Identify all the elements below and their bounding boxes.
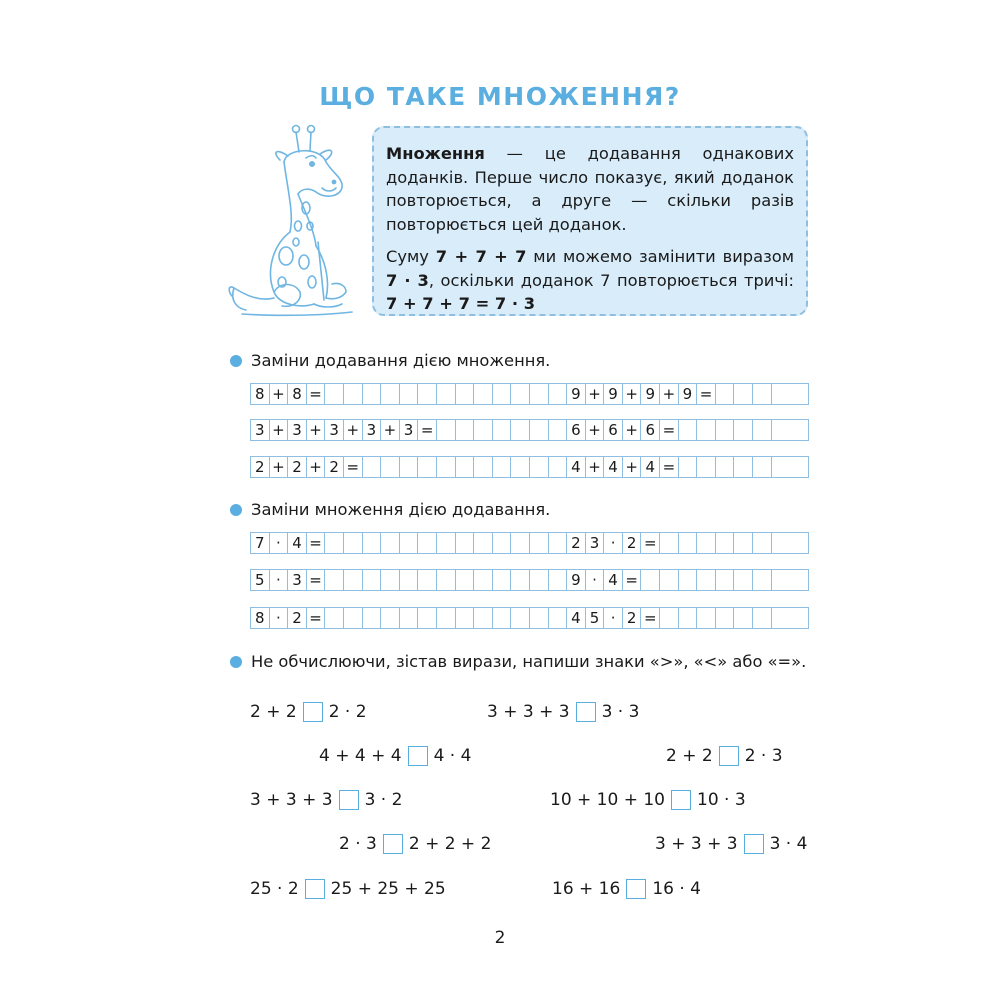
compare-right: 10 · 3	[697, 790, 746, 810]
answer-cell[interactable]	[381, 608, 400, 628]
answer-cell[interactable]	[530, 384, 549, 404]
answer-cell[interactable]	[400, 608, 419, 628]
answer-cell[interactable]	[511, 384, 530, 404]
answer-cell[interactable]	[363, 533, 382, 553]
answer-cell[interactable]	[493, 570, 512, 590]
answer-cell[interactable]	[437, 533, 456, 553]
answer-cell[interactable]	[772, 457, 791, 477]
instruction-3: Не обчислюючи, зістав вирази, напиши знаки «>», «<» або «=».	[251, 652, 807, 671]
exercise-row[interactable]	[250, 532, 809, 554]
compare-right: 2 + 2 + 2	[408, 834, 492, 854]
answer-cell[interactable]	[734, 384, 753, 404]
compare-left: 3 + 3 + 3	[250, 790, 333, 810]
answer-cell[interactable]	[381, 457, 400, 477]
answer-cell[interactable]	[344, 533, 363, 553]
answer-cell[interactable]	[493, 420, 512, 440]
answer-cell[interactable]	[530, 608, 549, 628]
expression-cell: ·	[604, 533, 623, 553]
answer-cell[interactable]	[530, 420, 549, 440]
expression-cell: =	[641, 533, 660, 553]
compare-item	[339, 833, 491, 855]
compare-answer-box[interactable]	[408, 746, 428, 766]
expression-cell: 2	[325, 457, 344, 477]
expression-cell: =	[307, 608, 326, 628]
compare-answer-box[interactable]	[339, 790, 359, 810]
answer-cell[interactable]	[511, 420, 530, 440]
expression-cell: 2	[567, 533, 586, 553]
expression-cell: 4	[567, 608, 586, 628]
answer-cell[interactable]	[679, 457, 698, 477]
answer-cell[interactable]	[400, 384, 419, 404]
expression-cell: +	[270, 420, 289, 440]
compare-right: 3 · 3	[601, 702, 640, 722]
compare-item	[655, 833, 807, 855]
instruction-2: Заміни множення дією додавання.	[251, 500, 551, 519]
answer-cell[interactable]	[418, 384, 437, 404]
answer-cell[interactable]	[493, 608, 512, 628]
expression-cell: 9	[641, 384, 660, 404]
example-product: 7 · 3	[386, 270, 429, 290]
answer-cell[interactable]	[530, 570, 549, 590]
compare-right: 25 + 25 + 25	[330, 879, 446, 899]
answer-cell[interactable]	[418, 533, 437, 553]
compare-item	[550, 789, 746, 811]
answer-cell[interactable]	[716, 384, 735, 404]
answer-cell[interactable]	[549, 608, 568, 628]
expression-cell: +	[586, 420, 605, 440]
expression-cell: 3	[325, 420, 344, 440]
page-title: ЩО ТАКЕ МНОЖЕННЯ?	[319, 82, 681, 111]
expression-cell: ·	[586, 570, 605, 590]
compare-item	[487, 701, 639, 723]
answer-cell[interactable]	[753, 608, 772, 628]
answer-cell[interactable]	[456, 457, 475, 477]
definition-paragraph	[386, 142, 794, 236]
answer-cell[interactable]	[697, 533, 716, 553]
answer-cell[interactable]	[456, 608, 475, 628]
answer-cell[interactable]	[753, 533, 772, 553]
answer-cell[interactable]	[325, 608, 344, 628]
answer-cell[interactable]	[734, 457, 753, 477]
compare-answer-box[interactable]	[303, 702, 323, 722]
expression-cell: 4	[604, 457, 623, 477]
expression-cell: 6	[604, 420, 623, 440]
answer-cell[interactable]	[734, 420, 753, 440]
compare-answer-box[interactable]	[671, 790, 691, 810]
answer-cell[interactable]	[493, 457, 512, 477]
answer-cell[interactable]	[697, 608, 716, 628]
answer-cell[interactable]	[437, 608, 456, 628]
expression-cell: 3	[288, 570, 307, 590]
compare-left: 16 + 16	[552, 879, 621, 899]
expression-cell: 5	[586, 608, 605, 628]
answer-cell[interactable]	[734, 608, 753, 628]
expression-cell: +	[623, 457, 642, 477]
expression-cell: ·	[604, 608, 623, 628]
answer-cell[interactable]	[511, 457, 530, 477]
compare-right: 3 · 2	[364, 790, 403, 810]
answer-cell[interactable]	[753, 457, 772, 477]
expression-cell: 6	[567, 420, 586, 440]
answer-cell[interactable]	[363, 570, 382, 590]
compare-item	[552, 878, 701, 900]
expression-cell: =	[660, 457, 679, 477]
answer-cell[interactable]	[381, 570, 400, 590]
example-text-3: , оскільки доданок 7 повторюється тричі:	[428, 270, 794, 290]
example-sum: 7 + 7 + 7	[435, 247, 527, 266]
expression-cell: 4	[288, 533, 307, 553]
answer-cell[interactable]	[325, 570, 344, 590]
answer-cell[interactable]	[530, 457, 549, 477]
answer-cell[interactable]	[363, 457, 382, 477]
answer-cell[interactable]	[753, 384, 772, 404]
answer-cell[interactable]	[418, 570, 437, 590]
answer-cell[interactable]	[772, 384, 791, 404]
expression-cell: +	[307, 420, 326, 440]
answer-cell[interactable]	[474, 570, 493, 590]
expression-cell: +	[270, 457, 289, 477]
answer-cell[interactable]	[511, 608, 530, 628]
expression-cell: 2	[251, 457, 270, 477]
expression-cell: =	[307, 533, 326, 553]
answer-cell[interactable]	[474, 533, 493, 553]
answer-cell[interactable]	[456, 570, 475, 590]
expression-cell: ·	[270, 533, 289, 553]
expression-cell: +	[660, 384, 679, 404]
expression-cell: 3	[251, 420, 270, 440]
answer-cell[interactable]	[474, 420, 493, 440]
definition-term: Множення	[386, 144, 485, 163]
answer-cell[interactable]	[772, 533, 791, 553]
answer-cell[interactable]	[549, 420, 568, 440]
answer-cell[interactable]	[549, 570, 568, 590]
expression-cell: 2	[623, 608, 642, 628]
giraffe-illustration	[222, 122, 357, 318]
example-paragraph	[386, 245, 794, 316]
answer-cell[interactable]	[511, 570, 530, 590]
compare-answer-box[interactable]	[626, 879, 646, 899]
expression-cell: +	[344, 420, 363, 440]
exercise-row[interactable]	[250, 607, 809, 629]
answer-cell[interactable]	[772, 420, 791, 440]
answer-cell[interactable]	[716, 608, 735, 628]
answer-cell[interactable]	[734, 570, 753, 590]
expression-cell: =	[697, 384, 716, 404]
answer-cell[interactable]	[772, 608, 791, 628]
compare-item	[250, 789, 402, 811]
answer-cell[interactable]	[511, 533, 530, 553]
compare-left: 4 + 4 + 4	[319, 746, 402, 766]
compare-right: 16 · 4	[652, 879, 701, 899]
answer-cell[interactable]	[437, 420, 456, 440]
compare-right: 3 · 4	[769, 834, 808, 854]
expression-cell: 3	[586, 533, 605, 553]
answer-cell[interactable]	[679, 533, 698, 553]
definition-box	[372, 126, 808, 316]
expression-cell: +	[586, 457, 605, 477]
answer-cell[interactable]	[530, 533, 549, 553]
answer-cell[interactable]	[697, 420, 716, 440]
answer-cell[interactable]	[400, 533, 419, 553]
answer-cell[interactable]	[344, 384, 363, 404]
compare-left: 25 · 2	[250, 879, 299, 899]
answer-cell[interactable]	[549, 384, 568, 404]
exercise-row[interactable]	[250, 419, 809, 441]
bullet-icon	[230, 504, 242, 516]
compare-left: 2 + 2	[666, 746, 713, 766]
answer-cell[interactable]	[716, 570, 735, 590]
expression-cell: 4	[567, 457, 586, 477]
compare-left: 2 + 2	[250, 702, 297, 722]
expression-cell: 7	[251, 533, 270, 553]
compare-answer-box[interactable]	[744, 834, 764, 854]
answer-cell[interactable]	[437, 457, 456, 477]
compare-left: 2 · 3	[339, 834, 377, 854]
expression-cell: 5	[251, 570, 270, 590]
answer-cell[interactable]	[660, 608, 679, 628]
answer-cell[interactable]	[456, 384, 475, 404]
expression-cell: 9	[604, 384, 623, 404]
exercise-row[interactable]	[250, 569, 809, 591]
example-text-2: ми можемо замінити виразом	[526, 247, 794, 266]
expression-cell: 3	[363, 420, 382, 440]
expression-cell: ·	[270, 570, 289, 590]
answer-cell[interactable]	[493, 533, 512, 553]
expression-cell: +	[381, 420, 400, 440]
answer-cell[interactable]	[679, 608, 698, 628]
expression-cell: 9	[679, 384, 698, 404]
example-equation: 7 + 7 + 7 = 7 · 3	[386, 294, 536, 313]
answer-cell[interactable]	[474, 457, 493, 477]
compare-left: 3 + 3 + 3	[655, 834, 738, 854]
expression-cell: 3	[400, 420, 419, 440]
answer-cell[interactable]	[437, 384, 456, 404]
compare-item	[250, 701, 367, 723]
answer-cell[interactable]	[716, 457, 735, 477]
compare-left: 3 + 3 + 3	[487, 702, 570, 722]
answer-cell[interactable]	[493, 384, 512, 404]
answer-cell[interactable]	[418, 457, 437, 477]
expression-cell: =	[307, 570, 326, 590]
compare-right: 4 · 4	[433, 746, 472, 766]
expression-cell: 4	[604, 570, 623, 590]
answer-cell[interactable]	[400, 457, 419, 477]
answer-cell[interactable]	[418, 608, 437, 628]
expression-cell: +	[270, 384, 289, 404]
definition-text: — це додавання однакових доданків. Перше число показує, який доданок повторюється, а друге — скільки разів повторюється цей доданок.	[386, 144, 794, 234]
expression-cell: =	[660, 420, 679, 440]
compare-item	[666, 745, 783, 767]
answer-cell[interactable]	[456, 533, 475, 553]
compare-answer-box[interactable]	[305, 879, 325, 899]
expression-cell: =	[641, 608, 660, 628]
answer-cell[interactable]	[660, 570, 679, 590]
answer-cell[interactable]	[381, 533, 400, 553]
exercise-row[interactable]	[250, 383, 809, 405]
expression-cell: +	[307, 457, 326, 477]
compare-answer-box[interactable]	[719, 746, 739, 766]
answer-cell[interactable]	[734, 533, 753, 553]
instruction-1: Заміни додавання дією множення.	[251, 351, 551, 370]
page-number: 2	[494, 928, 506, 948]
expression-cell: =	[344, 457, 363, 477]
expression-cell: 4	[641, 457, 660, 477]
answer-cell[interactable]	[474, 384, 493, 404]
answer-cell[interactable]	[344, 608, 363, 628]
answer-cell[interactable]	[716, 533, 735, 553]
compare-answer-box[interactable]	[383, 834, 403, 854]
bullet-icon	[230, 355, 242, 367]
expression-cell: =	[418, 420, 437, 440]
exercise-row[interactable]	[250, 456, 809, 478]
answer-cell[interactable]	[753, 570, 772, 590]
expression-cell: 2	[288, 457, 307, 477]
compare-answer-box[interactable]	[576, 702, 596, 722]
answer-cell[interactable]	[363, 608, 382, 628]
expression-cell: 6	[641, 420, 660, 440]
expression-cell: 8	[251, 608, 270, 628]
answer-cell[interactable]	[549, 533, 568, 553]
answer-cell[interactable]	[660, 533, 679, 553]
expression-cell: 9	[567, 570, 586, 590]
answer-cell[interactable]	[400, 570, 419, 590]
answer-cell[interactable]	[679, 570, 698, 590]
answer-cell[interactable]	[697, 570, 716, 590]
expression-cell: +	[623, 420, 642, 440]
answer-cell[interactable]	[753, 420, 772, 440]
expression-cell: 9	[567, 384, 586, 404]
compare-right: 2 · 2	[328, 702, 367, 722]
expression-cell: 2	[623, 533, 642, 553]
compare-left: 10 + 10 + 10	[550, 790, 665, 810]
expression-cell: =	[623, 570, 642, 590]
answer-cell[interactable]	[772, 570, 791, 590]
compare-item	[319, 745, 471, 767]
example-text-1: Суму	[386, 247, 436, 266]
expression-cell: 8	[251, 384, 270, 404]
answer-cell[interactable]	[325, 533, 344, 553]
answer-cell[interactable]	[344, 570, 363, 590]
expression-cell: +	[586, 384, 605, 404]
answer-cell[interactable]	[474, 608, 493, 628]
compare-item	[250, 878, 446, 900]
expression-cell: 3	[288, 420, 307, 440]
answer-cell[interactable]	[437, 570, 456, 590]
answer-cell[interactable]	[456, 420, 475, 440]
bullet-icon	[230, 656, 242, 668]
expression-cell: 8	[288, 384, 307, 404]
answer-cell[interactable]	[325, 384, 344, 404]
answer-cell[interactable]	[679, 420, 698, 440]
answer-cell[interactable]	[381, 384, 400, 404]
expression-cell: ·	[270, 608, 289, 628]
expression-cell: 2	[288, 608, 307, 628]
compare-right: 2 · 3	[744, 746, 783, 766]
answer-cell[interactable]	[641, 570, 660, 590]
expression-cell: =	[307, 384, 326, 404]
answer-cell[interactable]	[697, 457, 716, 477]
answer-cell[interactable]	[716, 420, 735, 440]
expression-cell: +	[623, 384, 642, 404]
answer-cell[interactable]	[363, 384, 382, 404]
answer-cell[interactable]	[549, 457, 568, 477]
